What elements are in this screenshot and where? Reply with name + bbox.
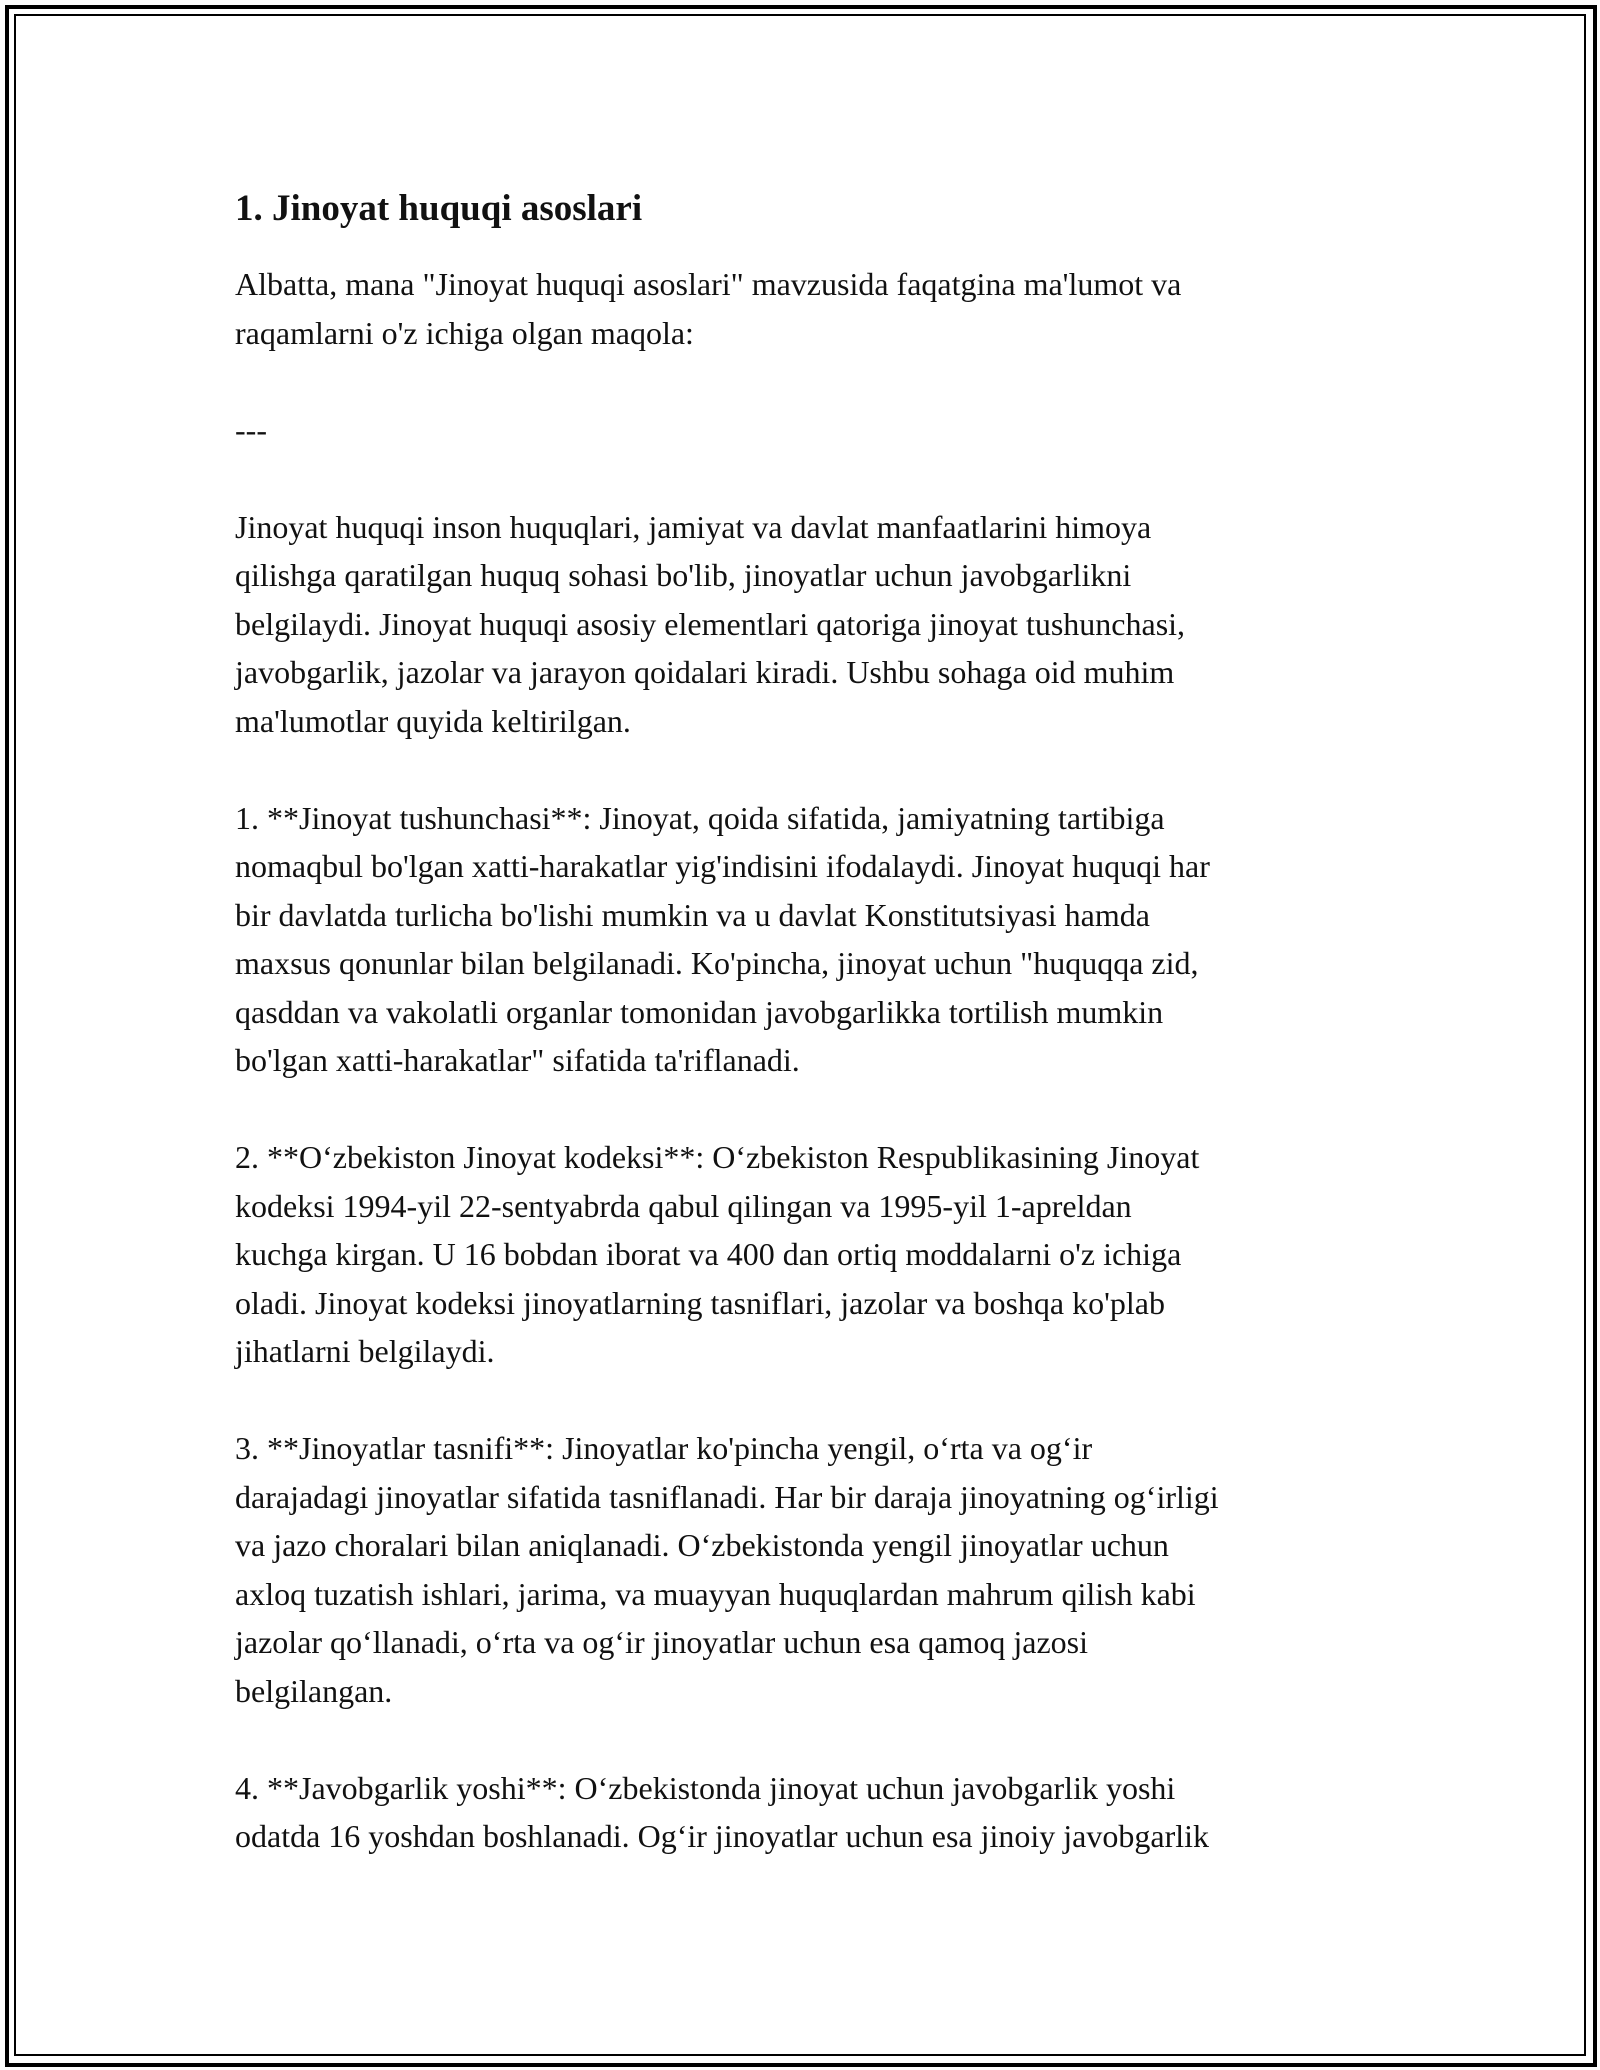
text-line: maxsus qonunlar bilan belgilanadi. Ko'pincha, jinoyat uchun "huquqqa zid, (235, 945, 1199, 981)
text-line: belgilangan. (235, 1672, 393, 1709)
text-line: Albatta, mana "Jinoyat huquqi asoslari" mavzusida faqatgina ma'lumot va (235, 266, 1182, 302)
paragraph-overview (235, 503, 1365, 746)
text-line: raqamlarni o'z ichiga olgan maqola: (235, 314, 694, 351)
paragraph-item-2 (235, 1133, 1365, 1376)
paragraph-item-3 (235, 1424, 1365, 1715)
text-line: ma'lumotlar quyida keltirilgan. (235, 702, 631, 739)
paragraph-gap (235, 1715, 1365, 1764)
text-line: Jinoyat huquqi inson huquqlari, jamiyat va davlat manfaatlarini himoya (235, 508, 1152, 545)
text-line: belgilaydi. Jinoyat huquqi asosiy elementlari qatoriga jinoyat tushunchasi, (235, 605, 1186, 642)
text-line: jihatlarni belgilaydi. (235, 1333, 495, 1369)
text-line: darajadagi jinoyatlar sifatida tasniflanadi. Har bir daraja jinoyatning og‘irligi (235, 1478, 1219, 1515)
text-line: kodeksi 1994-yil 22-sentyabrda qabul qilingan va 1995-yil 1-apreldan (235, 1187, 1132, 1224)
text-line: odatda 16 yoshdan boshlanadi. Og‘ir jinoyatlar uchun esa jinoiy javobgarlik (235, 1818, 1209, 1854)
text-line: kuchga kirgan. U 16 bobdan iborat va 400 dan ortiq moddalarni o'z ichiga (235, 1236, 1182, 1272)
text-line: qilishga qaratilgan huquq sohasi bo'lib, jinoyatlar uchun javobgarlikni (235, 557, 1132, 593)
paragraph-item-1 (235, 794, 1365, 1085)
document-title: 1. Jinoyat huquqi asoslari (235, 188, 643, 229)
intro-paragraph (235, 260, 1365, 357)
text-line: javobgarlik, jazolar va jarayon qoidalari kiradi. Ushbu sohaga oid muhim (235, 654, 1175, 690)
text-line: 3. **Jinoyatlar tasnifi**: Jinoyatlar ko'pincha yengil, o‘rta va og‘ir (235, 1430, 1093, 1466)
text-line: oladi. Jinoyat kodeksi jinoyatlarning tasniflari, jazolar va boshqa ko'plab (235, 1284, 1165, 1321)
text-line: 4. **Javobgarlik yoshi**: O‘zbekistonda jinoyat uchun javobgarlik yoshi (235, 1769, 1176, 1806)
text-line: nomaqbul bo'lgan xatti-harakatlar yig'indisini ifodalaydi. Jinoyat huquqi har (235, 848, 1210, 884)
paragraph-gap (235, 454, 1365, 503)
text-line: bo'lgan xatti-harakatlar" sifatida ta'riflanadi. (235, 1042, 800, 1078)
text-line: va jazo choralari bilan aniqlanadi. O‘zbekistonda yengil jinoyatlar uchun (235, 1527, 1169, 1563)
paragraph-gap (235, 1376, 1365, 1425)
paragraph-gap (235, 1085, 1365, 1134)
text-line: bir davlatda turlicha bo'lishi mumkin va u davlat Konstitutsiyasi hamda (235, 896, 1150, 933)
paragraph-item-4 (235, 1764, 1365, 1861)
paragraph-gap (235, 357, 1365, 406)
text-line: axloq tuzatish ishlari, jarima, va muayyan huquqlardan mahrum qilish kabi (235, 1575, 1196, 1612)
text-line: qasddan va vakolatli organlar tomonidan javobgarlikka tortilish mumkin (235, 993, 1164, 1030)
text-line: 1. **Jinoyat tushunchasi**: Jinoyat, qoida sifatida, jamiyatning tartibiga (235, 799, 1165, 836)
separator: --- (235, 411, 267, 448)
paragraph-gap (235, 745, 1365, 794)
text-line: jazolar qo‘llanadi, o‘rta va og‘ir jinoyatlar uchun esa qamoq jazosi (235, 1624, 1089, 1660)
text-line: 2. **O‘zbekiston Jinoyat kodeksi**: O‘zbekiston Respublikasining Jinoyat (235, 1139, 1200, 1175)
document-body (235, 186, 1365, 1861)
